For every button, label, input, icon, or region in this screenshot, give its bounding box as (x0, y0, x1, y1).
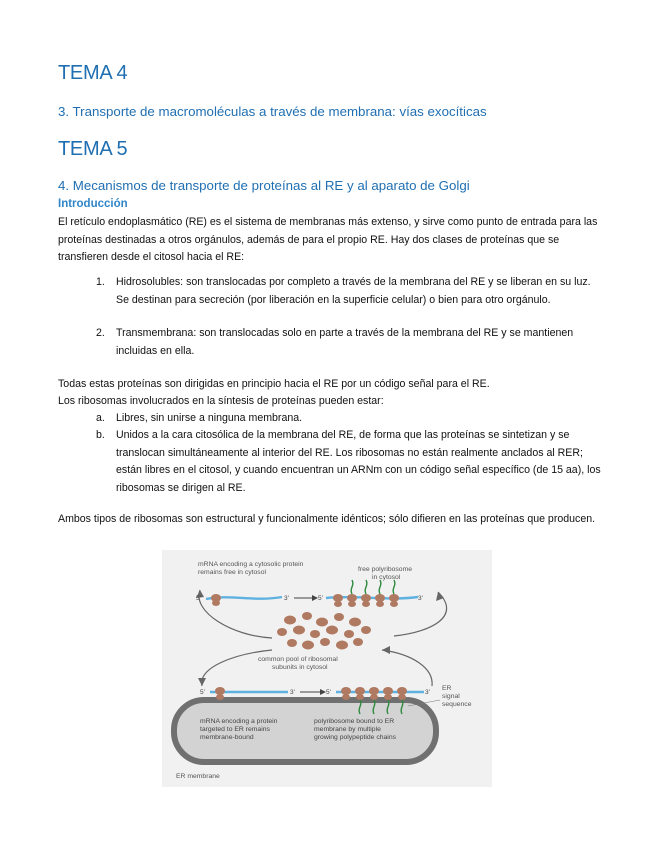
tema5-section-heading: 4. Mecanismos de transporte de proteínas al RE y al aparato de Golgi (58, 178, 470, 193)
list-marker: 1. (96, 276, 105, 288)
label-mrna-cytosolic: mRNA encoding a cytosolic protein (198, 561, 304, 568)
ribosome (215, 687, 225, 695)
ribosomal-subunit-pool (277, 612, 371, 650)
three-prime-label: 3' (425, 689, 430, 696)
five-prime-label: 5' (200, 689, 205, 696)
paragraph-signal-code: Todas estas proteínas son dirigidas en principio hacia el RE por un código señal para el RE. (58, 378, 490, 390)
cycle-arrow (382, 650, 432, 686)
ribosome-diagram (162, 550, 492, 787)
list-item-transmembrana: Transmembrana: son translocadas solo en parte a través de la membrana del RE y se mantienen incluidas en ella. (116, 327, 574, 357)
five-prime-label: 5' (196, 595, 201, 602)
label-er-signal-sequence: signal (442, 693, 460, 700)
list-marker: b. (96, 429, 105, 441)
label-polyribosome-er: growing polypeptide chains (314, 734, 396, 741)
list-item-unidos: Unidos a la cara citosólica de la membrana del RE, de forma que las proteínas se sintetizan y se translocan simultáneamente al interior del RE. Los ribosomas no están realmente anclados al RER; están libres en el citosol, y cuando encuentran un ARNm con un código señal específico (de 15 aa), los ribosomas se dirigen al RE. (116, 429, 601, 494)
tema5-title: TEMA 5 (58, 138, 128, 160)
tema4-section-heading: 3. Transporte de macromoléculas a través de membrana: vías exocíticas (58, 104, 487, 119)
list-item-libres: Libres, sin unirse a ninguna membrana. (116, 412, 303, 424)
three-prime-label: 3' (290, 689, 295, 696)
label-er-membrane: ER membrane (176, 773, 220, 780)
label-polyribosome-er: membrane by multiple (314, 726, 381, 733)
label-polyribosome-er: polyribosome bound to ER (314, 718, 395, 725)
list-item-hidrosolubles: Hidrosolubles: son translocadas por completo a través de la membrana del RE y se liberan en su luz. Se destinan para secreción (por liberación en la superficie celular) o bien para otro orgánulo. (116, 276, 591, 306)
five-prime-label: 5' (326, 689, 331, 696)
label-subunit-pool: subunits in cytosol (272, 664, 328, 671)
intro-paragraph: El retículo endoplasmático (RE) es el sistema de membranas más extenso, y sirve como punto de entrada para las proteínas destinadas a otros orgánulos, además de para el propio RE. Hay dos clases de proteínas que se transfieren desde el citosol hacia el RE: (58, 216, 598, 263)
paragraph-ribosomes: Los ribosomas involucrados en la síntesis de proteínas pueden estar: (58, 395, 384, 407)
label-mrna-er: targeted to ER remains (200, 726, 270, 733)
arrow-head (382, 646, 390, 654)
three-prime-label: 3' (284, 595, 289, 602)
label-er-signal-sequence: sequence (442, 701, 472, 708)
ribosome (212, 600, 220, 606)
label-free-polyribosome: in cytosol (372, 574, 401, 581)
tema4-title: TEMA 4 (58, 62, 128, 84)
list-marker: 2. (96, 327, 105, 339)
label-mrna-er: membrane-bound (200, 734, 254, 741)
label-er-signal-sequence: ER (442, 685, 452, 692)
label-subunit-pool: common pool of ribosomal (258, 656, 338, 663)
label-mrna-er: mRNA encoding a protein (200, 718, 278, 725)
paragraph-ribosome-types: Ambos tipos de ribosomas son estructural y funcionalmente idénticos; sólo difieren en las proteínas que producen. (58, 513, 596, 525)
three-prime-label: 3' (418, 595, 423, 602)
arrow-head (198, 678, 206, 686)
list-marker: a. (96, 412, 105, 424)
free-polyribosome (333, 580, 399, 607)
ribosome (216, 694, 224, 700)
label-mrna-cytosolic: remains free in cytosol (198, 569, 266, 576)
five-prime-label: 5' (318, 595, 323, 602)
label-free-polyribosome: free polyribosome (358, 566, 413, 573)
intro-subheading: Introducción (58, 198, 128, 210)
